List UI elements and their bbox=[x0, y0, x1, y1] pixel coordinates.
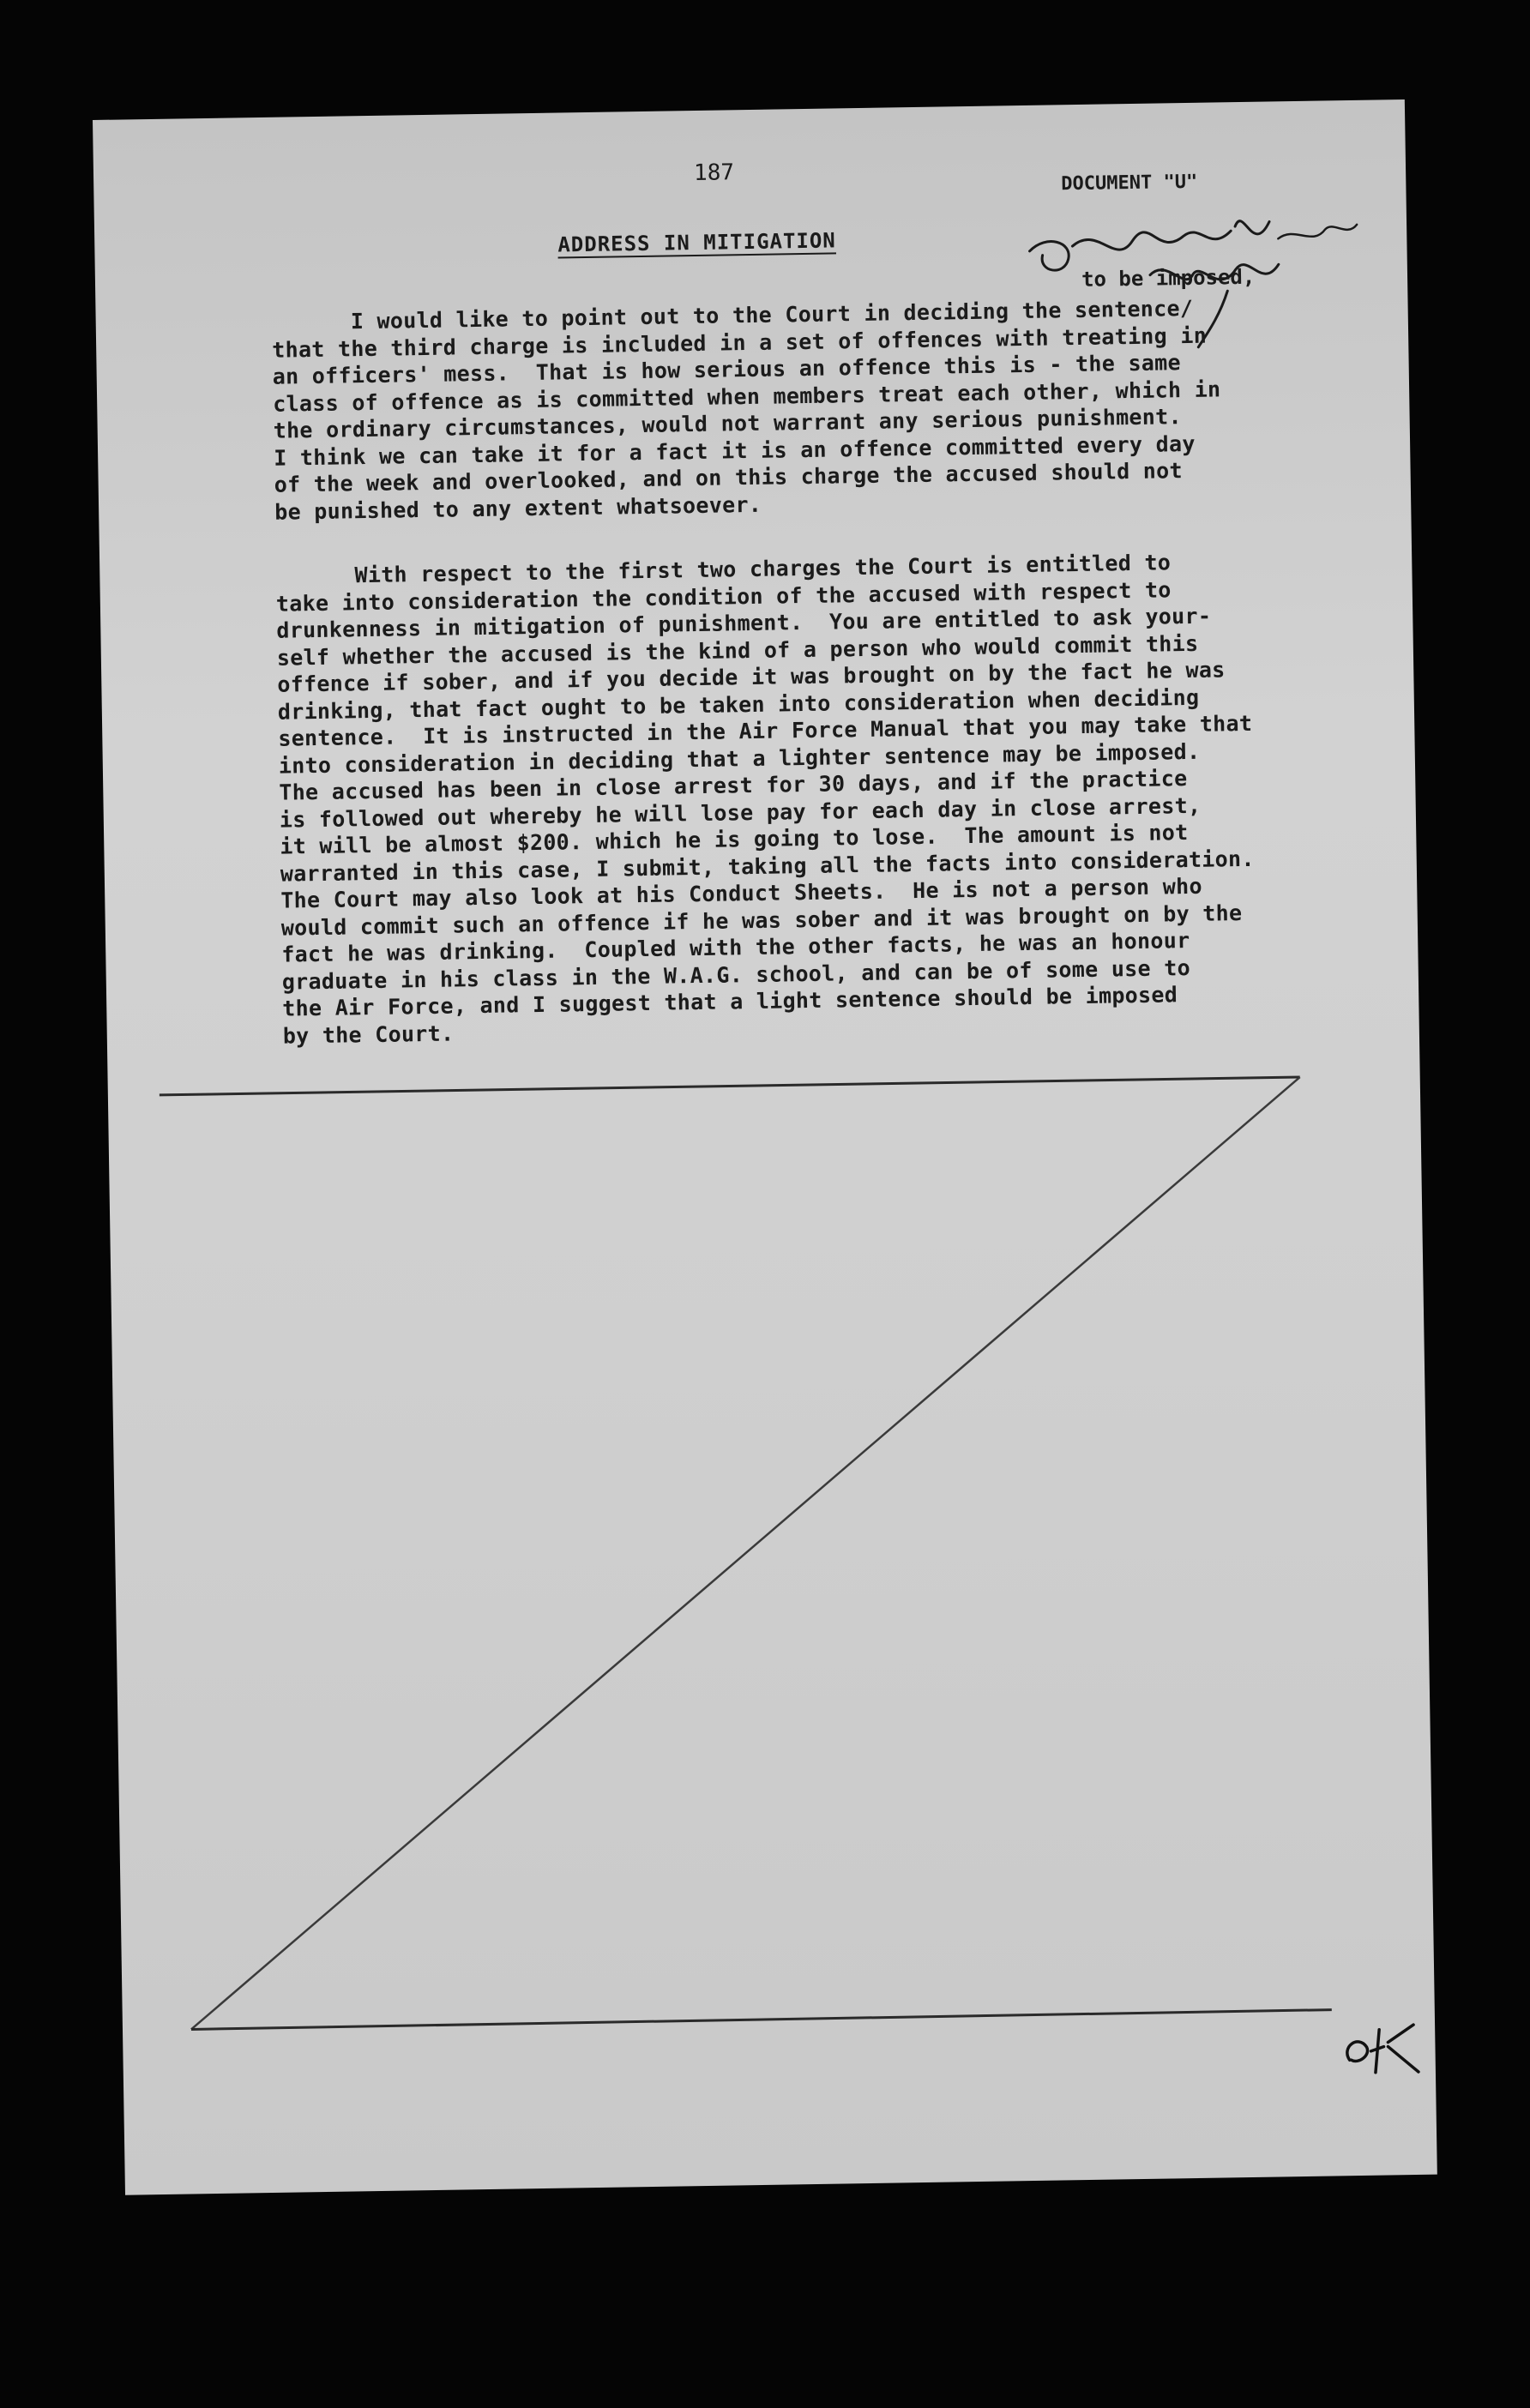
handwritten-initials bbox=[1332, 2012, 1436, 2091]
strike-through-z-mark bbox=[93, 99, 1437, 2195]
page-number: 187 bbox=[693, 160, 735, 186]
paragraph-1: I would like to point out to the Court in deciding the sentence/ that the third charge is included in a set of offences with treating in an officers' mess. That is how serious an offence this is - the same class of offence as is committed when members treat each other, which in the ordinary circumstances, would not warrant any serious punishment. I think we can take it for a fact it is an offence committed every day of the week and overlooked, and on this charge the accused should not be punished to any extent whatsoever. bbox=[271, 295, 1221, 525]
inserted-text: to be imposed, bbox=[1081, 264, 1256, 292]
document-label: DOCUMENT "U" bbox=[1061, 171, 1198, 196]
document-title: ADDRESS IN MITIGATION bbox=[557, 228, 836, 257]
document-page bbox=[93, 99, 1437, 2195]
paragraph-2: With respect to the first two charges the Court is entitled to take into consideration the condition of the accused with respect to drunkenness in mitigation of punishment. You are entitled to ask your- self whether the accused is the kind of a person who would commit this offence if sober, and if you decide it was brought on by the fact he was drinking, that fact ought to be taken into consideration when deciding sentence. It is instructed in the Air Force Manual that you may take that into consideration in deciding that a lighter sentence may be imposed. The accused has been in close arrest for 30 days, and if the practice is followed out whereby he will lose pay for each day in close arrest, it will be almost $200. which he is going to lose. The amount is not warranted in this case, I submit, taking all the facts into consideration. The Court may also look at his Conduct Sheets. He is not a person who would commit such an offence if he was sober and it was brought on by the fact he was drinking. Coupled with the other facts, he was an honour graduate in his class in the W.A.G. school, and can be of some use to the Air Force, and I suggest that a light sentence should be imposed by the Court. bbox=[275, 550, 1255, 1049]
